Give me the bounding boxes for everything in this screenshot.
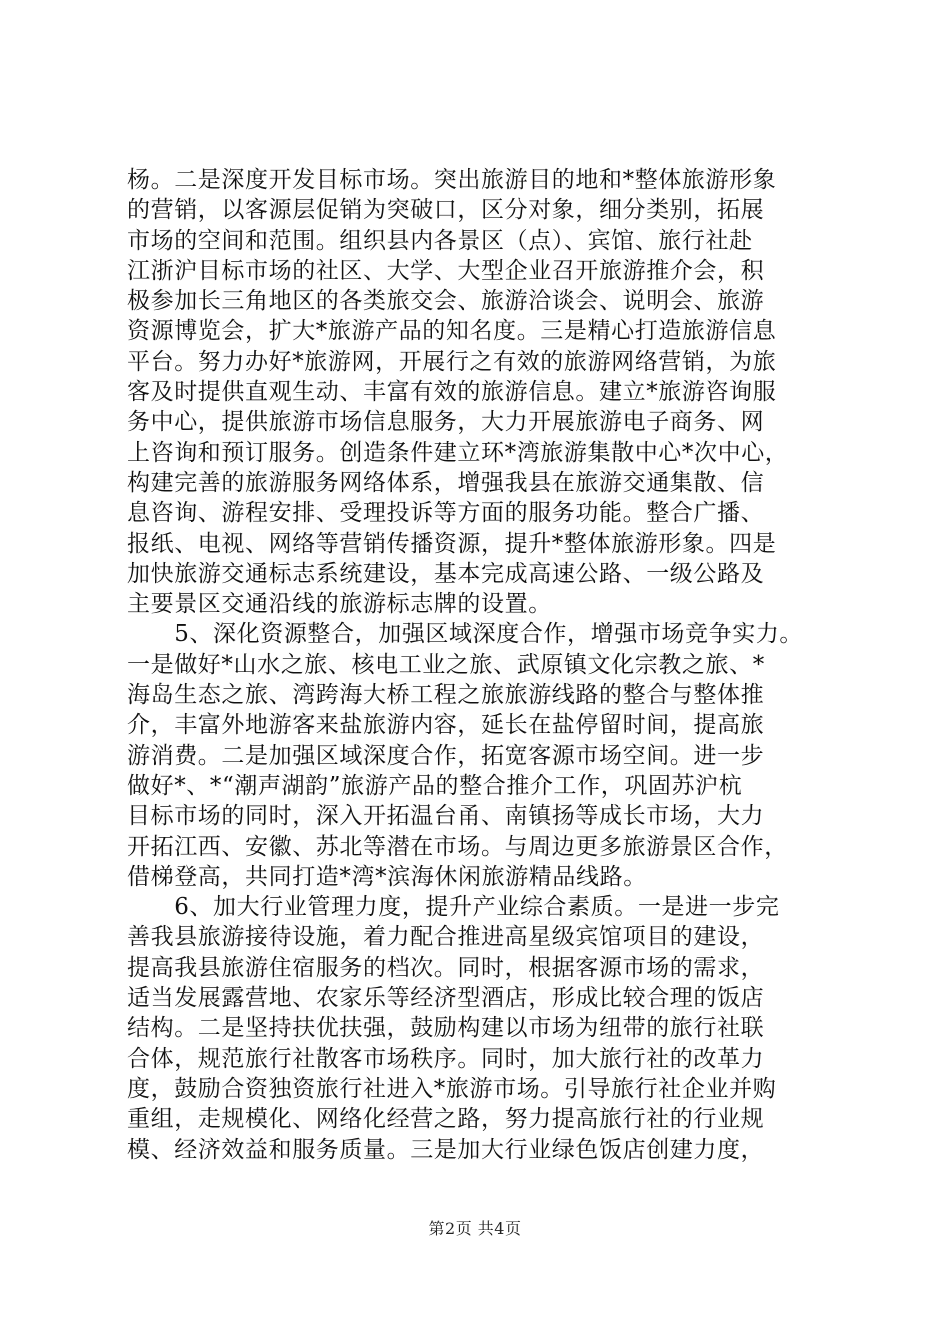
text-line: 适当发展露营地、农家乐等经济型酒店，形成比较合理的饭店	[127, 985, 765, 1012]
text-line: 上咨询和预订服务。创造条件建立环*湾旅游集散中心*次中心，	[127, 439, 789, 466]
page-footer	[0, 1216, 950, 1239]
text-line: 目标市场的同时，深入开拓温台甬、南镇扬等成长市场，大力	[127, 803, 765, 830]
text-line: 的营销，以客源层促销为突破口，区分对象，细分类别，拓展	[127, 197, 765, 224]
text-line: 游消费。二是加强区域深度合作，拓宽客源市场空间。进一步	[127, 742, 765, 769]
text-line: 度，鼓励合资独资旅行社进入*旅游市场。引导旅行社企业并购	[127, 1075, 777, 1102]
text-line: 客及时提供直观生动、丰富有效的旅游信息。建立*旅游咨询服	[127, 379, 777, 406]
text-line: 模、经济效益和服务质量。三是加大行业绿色饭店创建力度，	[127, 1136, 765, 1163]
page-number-label: 第2页 共4页	[428, 1219, 522, 1238]
text-line: 市场的空间和范围。组织县内各景区（点）、宾馆、旅行社赴	[127, 227, 753, 254]
text-line: 善我县旅游接待设施，着力配合推进高星级宾馆项目的建设，	[127, 924, 765, 951]
text-line: 海岛生态之旅、湾跨海大桥工程之旅旅游线路的整合与整体推	[127, 682, 765, 709]
text-line: 提高我县旅游住宿服务的档次。同时，根据客源市场的需求，	[127, 954, 765, 981]
text-line: 开拓江西、安徽、苏北等潜在市场。与周边更多旅游景区合作，	[127, 833, 788, 860]
text-line: 报纸、电视、网络等营销传播资源，提升*整体旅游形象。四是	[127, 530, 777, 557]
text-line: 资源博览会，扩大*旅游产品的知名度。三是精心打造旅游信息	[127, 318, 777, 345]
text-line: 务中心，提供旅游市场信息服务，大力开展旅游电子商务、网	[127, 409, 765, 436]
text-line: 做好*、*“潮声湖韵”旅游产品的整合推介工作，巩固苏沪杭	[127, 772, 743, 799]
text-line: 平台。努力办好*旅游网，开展行之有效的旅游网络营销，为旅	[127, 348, 777, 375]
text-line: 息咨询、游程安排、受理投诉等方面的服务功能。整合广播、	[127, 500, 765, 527]
text-line: 介，丰富外地游客来盐旅游内容，延长在盐停留时间，提高旅	[127, 712, 765, 739]
text-line: 重组，走规模化、网络化经营之路，努力提高旅行社的行业规	[127, 1106, 765, 1133]
text-line: 极参加长三角地区的各类旅交会、旅游洽谈会、说明会、旅游	[127, 288, 765, 315]
text-line: 借梯登高，共同打造*湾*滨海休闲旅游精品线路。	[127, 863, 647, 890]
text-line: 构建完善的旅游服务网络体系，增强我县在旅游交通集散、信	[127, 469, 765, 496]
text-line: 5、深化资源整合，加强区域深度合作，增强市场竞争实力。	[127, 621, 804, 648]
text-line: 一是做好*山水之旅、核电工业之旅、武原镇文化宗教之旅、*	[127, 651, 765, 678]
text-line: 结构。二是坚持扶优扶强，鼓励构建以市场为纽带的旅行社联	[127, 1015, 765, 1042]
text-line: 加快旅游交通标志系统建设，基本完成高速公路、一级公路及	[127, 560, 765, 587]
text-line: 江浙沪目标市场的社区、大学、大型企业召开旅游推介会，积	[127, 257, 765, 284]
text-line: 6、加大行业管理力度，提升产业综合素质。一是进一步完	[127, 894, 780, 921]
text-line: 杨。二是深度开发目标市场。突出旅游目的地和*整体旅游形象	[127, 167, 777, 193]
text-line: 合体，规范旅行社散客市场秩序。同时，加大旅行社的改革力	[127, 1045, 765, 1072]
text-line: 主要景区交通沿线的旅游标志牌的设置。	[127, 591, 552, 618]
body-text	[127, 165, 847, 1165]
